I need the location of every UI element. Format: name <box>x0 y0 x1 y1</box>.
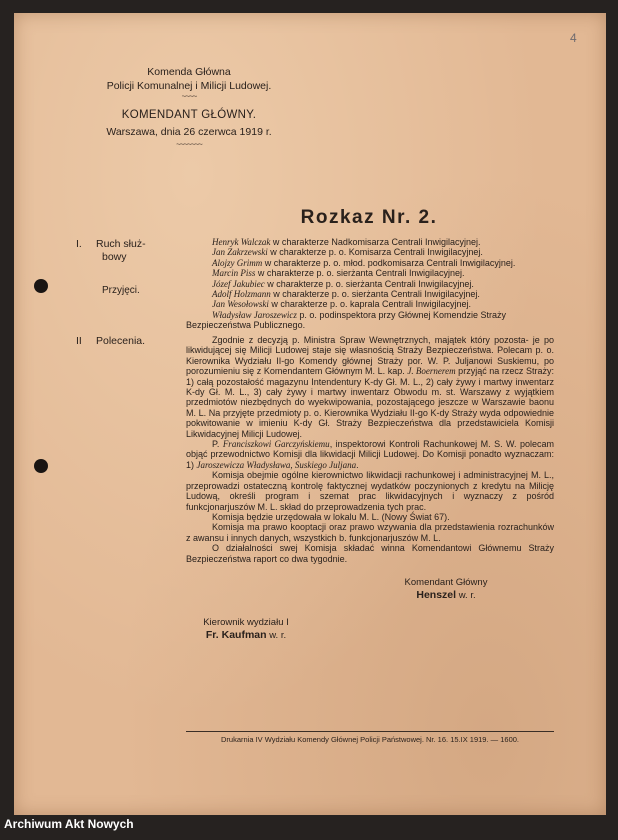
section-2-title: Polecenia. <box>96 335 146 347</box>
paragraph: Komisja obejmie ogólne kierownictwo likwidacji rachunkowej i administracyjnej M. L., przeprowadzi ostateczną kontrolę faktycznej wydatków poczynionych z kredytu na Milicję Ludową, określi program i szemat prac likwidacyjnych i wyznaczy z pośród funkcjonarjuszów M. L. skład do przeprowadzenia tych prac. <box>186 470 554 512</box>
punch-hole <box>34 459 48 473</box>
list-item: Władysław Jaroszewicz p. o. podinspektora przy Głównej Komendzie Straży Bezpieczeństwa Publicznego. <box>186 309 507 331</box>
footer-rule <box>186 731 554 732</box>
chief-signature <box>386 577 506 602</box>
pencil-mark: 4 <box>570 31 577 45</box>
document-date: Warszawa, dnia 26 czerwca 1919 r. <box>106 126 272 138</box>
section-1-list <box>186 237 554 331</box>
section-2-number: II <box>76 335 82 347</box>
paragraph: P. Franciszkowi Garczyńskiemu, inspektorowi Kontroli Rachunkowej M. S. W. polecam objąć przewodnictwo Komisji dla likwidacji Milicji Ludowej. Do Komisji ponadto wyznaczam: 1) Jaroszewicza Władysława, Suskiego Juljana. <box>186 439 555 470</box>
paragraph: Zgodnie z decyzją p. Ministra Spraw Wewnętrznych, majątek który pozosta- je po likwidującej się Milicji Ludowej staje się własnością Straży Bezpieczeństwa. Polecam p. o. Kierownika Wydziału II-go Komendy głównej Straży por. W. P. Juljanowi Suskiemu, po porozumieniu się z Komendantem Głównym M. L. kap. J. Boernerem przyjąć na rzecz Straży: 1) całą pozostałość magazynu Intendentury K-dy Gł. M. L., 2) cały żywy i martwy inwentarz K-dy Gł. M. L., 3) cały żywy i martwy inwentarz Obwodu m. st. Warszawy z wyjątkiem przedmiotów niezbędnych do wyekwipowania, pozostającego jeszcze w Warszawie baonu M. L. Na przyjęte przedmioty p. o. Kierownika Wydziału II-go K-dy Straży wyda odpowiednie pokwitowanie w imieniu K-dy Gł. Straży Bezpieczeństwa dla przedstawiciela Komisji Likwidacyjnej Milicji Ludowej. <box>186 335 554 439</box>
dept-signature-title: Kierownik wydziału I <box>203 617 289 628</box>
order-title: Rozkaz Nr. 2. <box>300 207 438 228</box>
document-page <box>14 13 606 815</box>
list-item: Józef Jakubiec w charakterze p. o. sierżanta Centrali Inwigilacyjnej. <box>212 278 474 289</box>
chief-signature-wr: w. r. <box>458 590 476 601</box>
punch-hole <box>34 279 48 293</box>
section-1-title-line2: bowy <box>102 251 127 263</box>
list-item: Marcin Piss w charakterze p. o. sierżanta Centrali Inwigilacyjnej. <box>212 268 465 279</box>
paragraph: Komisja będzie urzędowała w lokalu M. L. (Nowy Świat 67). <box>212 511 450 522</box>
chief-title: KOMENDANT GŁÓWNY. <box>121 109 257 121</box>
org-line-2: Policji Komunalnej i Milicji Ludowej. <box>106 80 272 92</box>
header-ornament: ~~~~ <box>181 92 197 101</box>
document-header <box>54 65 324 149</box>
section-1-heading <box>76 238 146 264</box>
section-1-title-line1: Ruch służ- <box>96 238 146 250</box>
list-item: Jan Wesołowski w charakterze p. o. kaprala Centrali Inwigilacyjnej. <box>212 299 472 310</box>
paragraph: O działalności swej Komisja składać winna Komendantowi Głównemu Straży Bezpieczeństwa raport co dwa tygodnie. <box>186 543 554 564</box>
list-item: Jan Zakrzewski w charakterze p. o. Komisarza Centrali Inwigilacyjnej. <box>212 247 483 258</box>
section-1-subheading: Przyjęci. <box>102 285 140 296</box>
list-item: Alojzy Grimm w charakterze p. o. młod. podkomisarza Centrali Inwigilacyjnej. <box>212 257 516 268</box>
dept-signature-name: Fr. Kaufman <box>205 629 267 641</box>
header-ornament-2: ~~~~~~~ <box>176 140 202 149</box>
section-2-body <box>186 335 554 564</box>
section-1-number: I. <box>76 238 82 250</box>
dept-signature <box>186 617 306 642</box>
list-item: Henryk Walczak w charakterze Nadkomisarza Centrali Inwigilacyjnej. <box>212 237 481 247</box>
org-line-1: Komenda Główna <box>147 66 231 78</box>
list-item: Adolf Holzmann w charakterze p. o. sierżanta Centrali Inwigilacyjnej. <box>212 289 480 300</box>
chief-signature-name: Henszel <box>416 589 457 601</box>
archive-label: Archiwum Akt Nowych <box>4 817 134 831</box>
paragraph: Komisja ma prawo kooptacji oraz prawo wzywania dla przedstawienia rozrachunków z awansu i innych danych, wszystkich b. funkcjonarjuszów M. L. <box>186 522 554 543</box>
dept-signature-wr: w. r. <box>269 630 287 641</box>
printer-footer: Drukarnia IV Wydziału Komendy Głównej Policji Państwowej. Nr. 16. 15.IX 1919. — 1600. <box>221 735 519 744</box>
chief-signature-title: Komendant Główny <box>404 577 488 588</box>
section-2-heading <box>76 335 145 348</box>
